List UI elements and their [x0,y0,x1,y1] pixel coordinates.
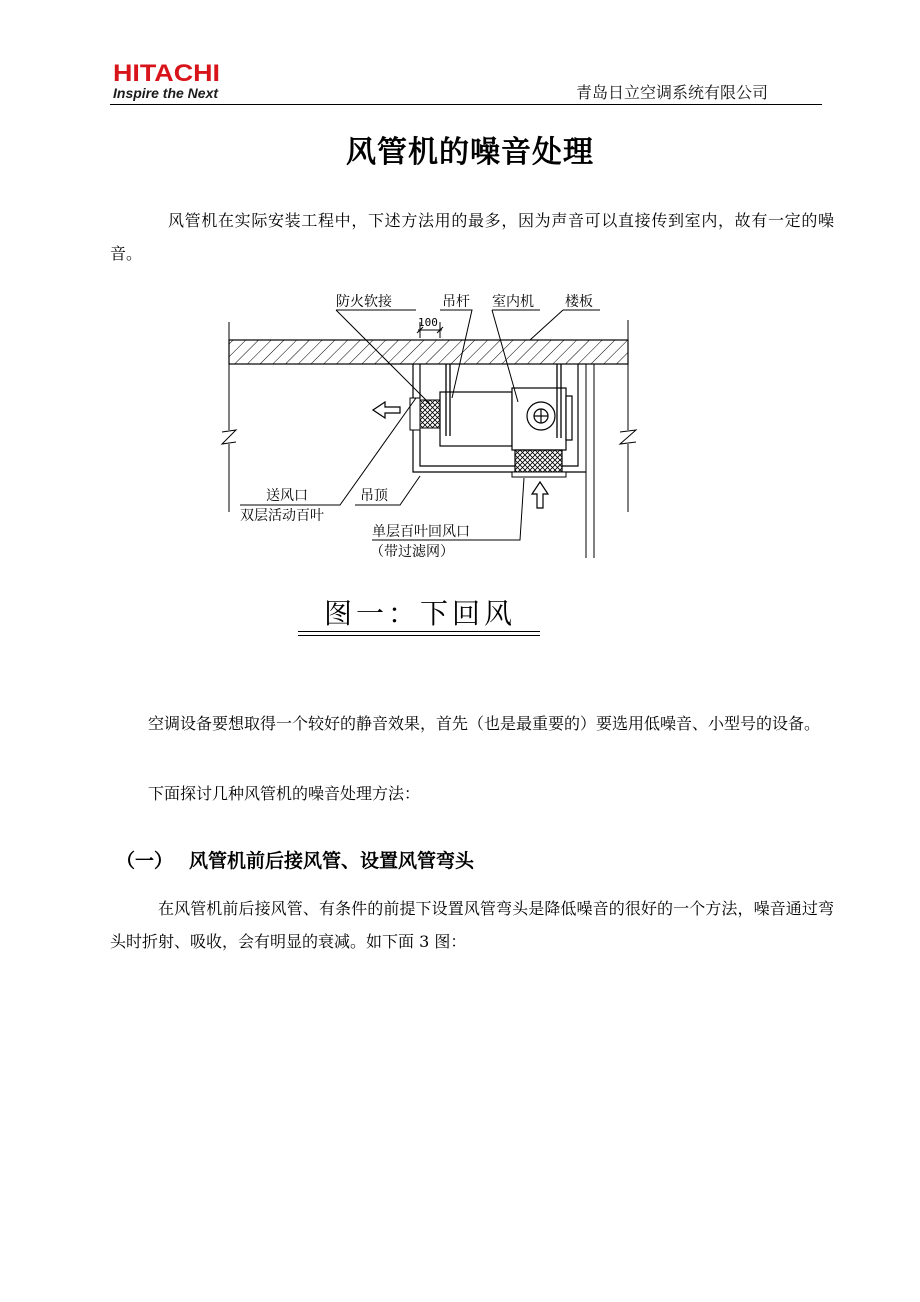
installation-diagram [0,0,920,600]
supply-louver [410,398,420,430]
return-grille [512,472,566,477]
section-number: （一） [116,850,174,872]
section-title: 风管机前后接风管、设置风管弯头 [189,850,475,872]
brand-tagline: Inspire the Next [113,85,219,101]
dimension-label: 100 [418,316,438,329]
label-supply-outlet: 送风口 [266,488,308,504]
intro-paragraph: 风管机在实际安装工程中，下述方法用的最多，因为声音可以直接传到室内，故有一定的噪音。 [110,211,834,263]
label-indoor-unit: 室内机 [492,294,534,310]
paragraph-duct-elbow: 在风管机前后接风管、有条件的前提下设置风管弯头是降低噪音的很好的一个方法，噪音通过弯头时折射、吸收，会有明显的衰减。如下面 3 图： [110,899,834,951]
brand-name: HITACHI [113,60,221,87]
return-arrow [532,482,548,508]
indoor-unit [440,388,572,450]
figure-caption: 图一：下回风 [323,597,516,630]
label-filter-note: （带过滤网） [370,544,454,560]
label-return-grille: 单层百叶回风口 [372,524,470,540]
paragraph-methods-intro: 下面探讨几种风管机的噪音处理方法： [148,784,421,803]
label-floor-slab: 楼板 [565,294,593,310]
caption-underline-double [298,635,540,636]
label-ceiling: 吊顶 [360,488,388,504]
paragraph-equipment: 空调设备要想取得一个较好的静音效果，首先（也是最重要的）要选用低噪音、小型号的设备。 [148,714,821,733]
caption-underline [298,631,540,632]
fire-connector [420,400,440,428]
document-title: 风管机的噪音处理 [346,135,594,170]
return-filter [515,450,562,472]
section-heading-1 [116,846,474,873]
floor-slab [229,340,628,364]
supply-arrow [373,402,400,418]
company-name: 青岛日立空调系统有限公司 [575,83,768,102]
label-hanger-rod: 吊杆 [442,294,470,310]
label-double-louver: 双层活动百叶 [240,508,324,524]
label-fire-connector: 防火软接 [336,294,392,310]
